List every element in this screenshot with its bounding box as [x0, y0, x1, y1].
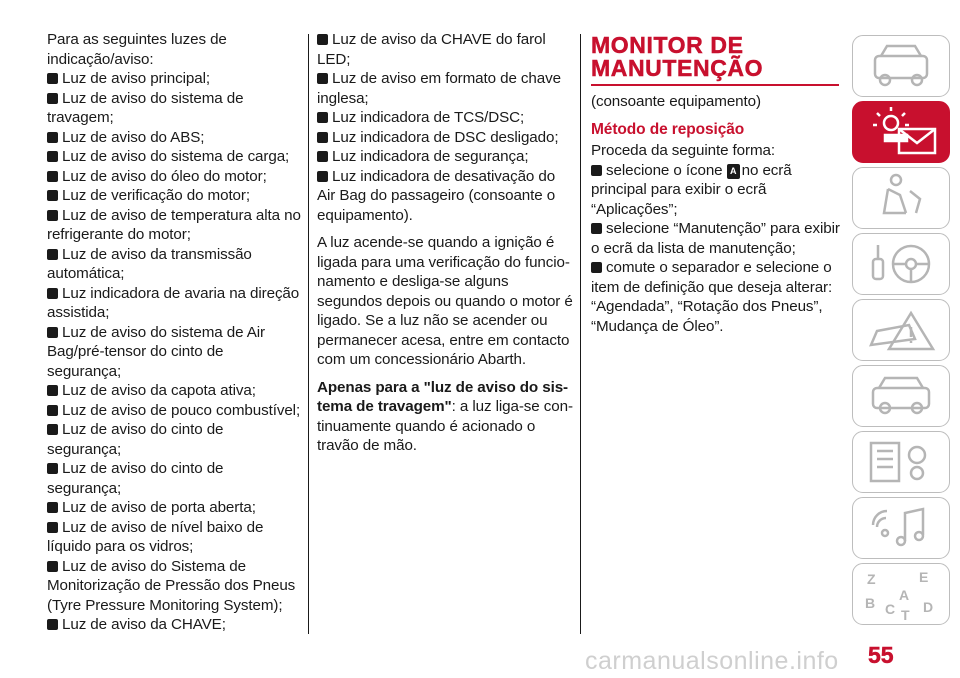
list-item [47, 401, 301, 421]
list-item-text: Luz de aviso do Sistema de Monitorização de Pressão dos Pneus (Tyre Pressure Monitoring System); [47, 557, 296, 614]
list-item [47, 245, 301, 284]
key-steering-wheel-icon [861, 239, 941, 289]
list-item-text: Luz indicadora de segurança; [332, 148, 529, 165]
bullet-box [47, 93, 58, 104]
bullet-box [47, 424, 58, 435]
list-item [317, 69, 573, 108]
seat-safety-icon [866, 173, 936, 223]
list-item-text: Luz de aviso do sistema de travagem; [47, 89, 244, 126]
list-item-text: Luz de aviso da transmissão automática; [47, 245, 252, 282]
list-item-text: Luz de aviso de pouco combustível; [62, 401, 301, 419]
tab-car-dashboard[interactable] [852, 35, 950, 97]
index-letter: T [901, 607, 910, 623]
bullet-box [47, 327, 58, 338]
step-3-text: comute o separador e selecione o item de definição que deseja alterar: “Agendada”, “Rotação dos Pneus”, “Mudança de Óleo”. [591, 259, 833, 335]
list-item [47, 459, 301, 498]
tab-car-service[interactable] [852, 365, 950, 427]
step-3 [591, 258, 841, 336]
list-item [47, 167, 301, 187]
bullet-box [47, 132, 58, 143]
section-title: MONITOR DE MANUTENÇÃO [591, 32, 764, 81]
column-divider [580, 34, 581, 634]
index-letter: D [923, 599, 934, 615]
list-item [47, 89, 301, 128]
equipment-note: (consoante equipamento) [591, 93, 761, 110]
step-1-text-a: selecione o ícone [606, 161, 723, 179]
list-item [47, 518, 301, 557]
bullet-box [47, 249, 58, 260]
brake-note-text: : a luz liga-se con-tinuamente quando é acionado o travão de mão. [317, 398, 573, 454]
list-item-text: Luz de aviso da capota ativa; [62, 382, 256, 399]
column-1 [47, 30, 301, 635]
bullet-box [47, 561, 58, 572]
list-item-text: Luz de aviso em formato de chave inglesa; [317, 70, 561, 107]
list-item [317, 147, 573, 167]
step-2-text: selecione “Manutenção” para exibir o ecrã da lista de manutenção; [591, 220, 840, 257]
reset-method-heading: Método de reposição [591, 120, 745, 138]
list-item [47, 206, 301, 245]
index-letter: E [919, 569, 929, 585]
column-3 [591, 30, 841, 336]
bullet-box [591, 262, 602, 273]
bullet-box [317, 73, 328, 84]
watermark: carmanualsonline.info [585, 647, 839, 675]
index-letter: Z [867, 571, 876, 587]
chapter-tabs [852, 35, 952, 629]
column-2 [317, 30, 573, 456]
list-item-text: Luz indicadora de desativação do Air Bag do passageiro (consoante o equipamento). [317, 167, 556, 224]
list-item-text: Para as seguintes luzes de indicação/aviso: [47, 31, 227, 68]
multimedia-music-icon [861, 503, 941, 553]
bullet-box [47, 288, 58, 299]
bullet-box [317, 112, 328, 123]
col2-list [317, 30, 573, 225]
car-dashboard-icon [861, 44, 941, 88]
tab-multimedia-music[interactable] [852, 497, 950, 559]
list-item-text: Luz de aviso do cinto de segurança; [47, 460, 224, 497]
tab-warning-lights-envelope[interactable] [852, 101, 950, 163]
intro-text [47, 30, 301, 69]
list-item-text: Luz de aviso do sistema de Air Bag/pré-tensor do cinto de segurança; [47, 323, 265, 380]
list-item-text: Luz de aviso da CHAVE; [62, 616, 226, 633]
step-1-text-b: no ecrã principal para exibir o ecrã “Aplicações”; [591, 161, 792, 218]
list-item [47, 381, 301, 401]
intro-text: Proceda da seguinte forma: [591, 142, 775, 159]
page-number: 55 [868, 642, 894, 668]
brake-note [317, 378, 573, 456]
list-item-text: Luz de aviso do ABS; [62, 128, 205, 146]
list-item [47, 186, 301, 206]
alphabetical-index-icon [861, 569, 941, 623]
bullet-box [47, 171, 58, 182]
title-underline [591, 84, 839, 86]
tab-technical-data-gears[interactable] [852, 431, 950, 493]
bullet-box [591, 165, 602, 176]
bullet-box [47, 73, 58, 84]
list-item [317, 167, 573, 226]
list-item-text: Luz de aviso do cinto de segurança; [47, 421, 224, 458]
list-item-text: Luz de aviso de nível baixo de líquido para os vidros; [47, 518, 264, 555]
list-item [47, 147, 301, 167]
technical-data-gears-icon [861, 437, 941, 487]
bullet-box [47, 463, 58, 474]
list-item-text: Luz de aviso do sistema de carga; [62, 148, 290, 165]
list-item [47, 284, 301, 323]
brake-note-bold: Apenas para a "luz de aviso do sis-tema de travagem" [317, 378, 569, 415]
index-letter: A [899, 587, 910, 603]
list-item [47, 498, 301, 518]
bullet-box [317, 171, 328, 182]
list-item-text: Luz de aviso principal; [62, 70, 210, 87]
bullet-box [317, 151, 328, 162]
tab-key-steering-wheel[interactable] [852, 233, 950, 295]
list-item [317, 128, 573, 148]
list-item-text: Luz de aviso da CHAVE do farol LED; [317, 31, 546, 68]
list-item [47, 69, 301, 89]
bullet-box [47, 385, 58, 396]
ignition-paragraph: A luz acende-se quando a ignição é ligada para uma verificação do funcio-namento e desliga-se alguns segundos depois ou quando o motor é ligado. Se a luz não se acender ou permanecer acesa, entre em contacto com um concessionário Abarth. [317, 234, 573, 368]
bullet-box [47, 190, 58, 201]
car-accident-warning-icon [861, 305, 941, 355]
bullet-box [47, 619, 58, 630]
list-item-text: Luz de aviso de temperatura alta no refrigerante do motor; [47, 206, 301, 243]
step-1 [591, 161, 841, 220]
list-item [47, 557, 301, 616]
list-item-text: Luz indicadora de DSC desligado; [332, 128, 559, 146]
apps-icon: A [727, 164, 740, 179]
warning-lights-envelope-icon [861, 107, 941, 157]
bullet-box [317, 132, 328, 143]
car-service-icon [861, 374, 941, 418]
bullet-box [47, 151, 58, 162]
bullet-box [47, 522, 58, 533]
list-item [47, 615, 301, 635]
bullet-box [47, 210, 58, 221]
step-2 [591, 219, 841, 258]
tab-seat-safety[interactable] [852, 167, 950, 229]
list-item [317, 108, 573, 128]
list-item [47, 420, 301, 459]
list-item-text: Luz indicadora de avaria na direção assistida; [47, 284, 300, 321]
tab-alphabetical-index[interactable] [852, 563, 950, 625]
bullet-box [591, 223, 602, 234]
list-item-text: Luz de verificação do motor; [62, 187, 250, 204]
index-letter: C [885, 601, 896, 617]
list-item-text: Luz de aviso do óleo do motor; [62, 167, 267, 185]
column-divider [308, 34, 309, 634]
list-item-text: Luz de aviso de porta aberta; [62, 499, 256, 516]
bullet-box [47, 405, 58, 416]
index-letter: B [865, 595, 876, 611]
list-item [47, 128, 301, 148]
list-item [47, 323, 301, 382]
tab-car-accident-warning[interactable] [852, 299, 950, 361]
bullet-box [317, 34, 328, 45]
bullet-box [47, 502, 58, 513]
list-item-text: Luz indicadora de TCS/DSC; [332, 109, 525, 126]
list-item [317, 30, 573, 69]
